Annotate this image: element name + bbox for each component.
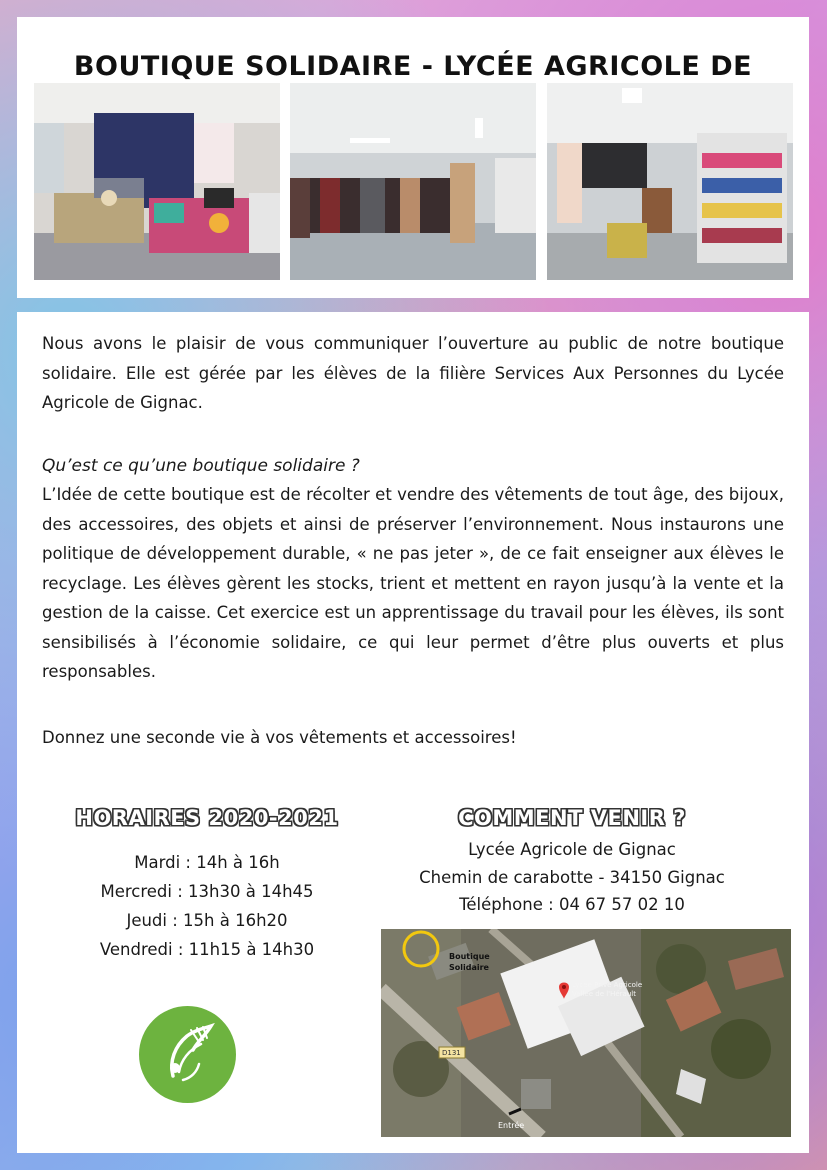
- access-heading: COMMENT VENIR ?: [458, 806, 686, 830]
- hours-line-thursday: Jeudi : 15h à 16h20: [126, 911, 288, 930]
- map-entry-label: Entrée: [498, 1121, 525, 1130]
- school-address: Chemin de carabotte - 34150 Gignac: [419, 867, 725, 887]
- content-panel: [17, 312, 809, 1153]
- school-phone: Téléphone : 04 67 57 02 10: [459, 895, 685, 914]
- map-road-label: D131: [442, 1049, 461, 1057]
- shelves-photo: [547, 83, 793, 280]
- page-title: BOUTIQUE SOLIDAIRE - LYCÉE AGRICOLE DE: [73, 51, 753, 82]
- clothing-racks-photo: [290, 83, 536, 280]
- hours-list: [47, 848, 367, 964]
- access-info: [392, 836, 752, 919]
- intro-paragraph: Nous avons le plaisir de vous communiquer l’ouverture au public de notre boutique solidaire. Elle est gérée par les élèves de la filière Services Aux Personnes du Lycée Agricole de Gignac.: [42, 334, 784, 412]
- hours-heading: HORAIRES 2020-2021: [75, 806, 339, 830]
- map-place-label-2: Vallée de l'Hérault: [572, 990, 636, 998]
- school-logo-icon: [139, 1006, 236, 1103]
- location-map: [381, 929, 791, 1137]
- description-paragraph: L’Idée de cette boutique est de récolter et vendre des vêtements de tout âge, des bijoux, des accessoires, des objets et ainsi de préserver l’environnement. Nous instaurons une politique de développement durable, « ne pas jeter », de ce fait enseigner aux élèves le recyclage. Les élèves gèrent les stocks, trient et mettent en rayon jusqu’à la vente et la gestion de la caisse. Cet exercice est un apprentissage du travail pour les élèves, ils sont sensibilisés à l’économie solidaire, ce qui leur permet d’être plus ouverts et plus responsables.: [42, 485, 784, 681]
- map-shop-label-1: Boutique: [449, 952, 490, 961]
- question-heading: Qu’est ce qu’une boutique solidaire ?: [42, 456, 360, 476]
- header-panel: [17, 17, 809, 298]
- map-shop-label-2: Solidaire: [449, 963, 489, 972]
- shop-interior-photo: [34, 83, 280, 280]
- hours-line-tuesday: Mardi : 14h à 16h: [134, 853, 280, 872]
- hours-line-wednesday: Mercredi : 13h30 à 14h45: [100, 882, 314, 901]
- hours-line-friday: Vendredi : 11h15 à 14h30: [99, 940, 315, 959]
- map-place-label-1: Lycée Privé Agricole: [572, 981, 643, 989]
- school-name: Lycée Agricole de Gignac: [468, 840, 676, 859]
- closing-line: Donnez une seconde vie à vos vêtements et accessoires!: [42, 728, 517, 747]
